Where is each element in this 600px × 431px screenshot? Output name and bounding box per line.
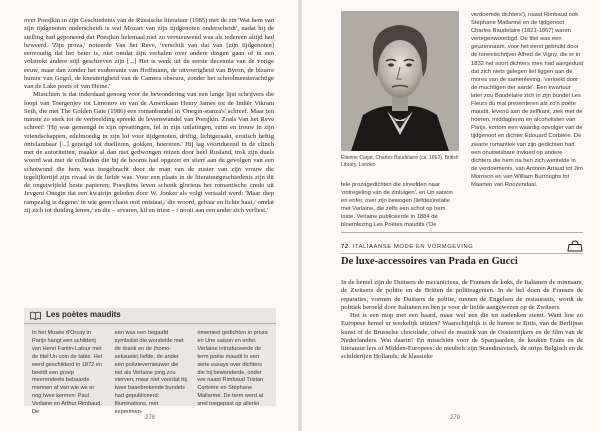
portrait-illustration xyxy=(341,11,459,151)
left-body-text xyxy=(24,17,274,215)
section-category: ITALIAANSE MODE EN VORMGEVING xyxy=(352,244,474,250)
right-page xyxy=(301,0,600,431)
section-title: De luxe-accessoires van Prada en Gucci xyxy=(341,256,518,267)
box-columns xyxy=(32,330,270,417)
box-title: Les poètes maudits xyxy=(46,310,121,319)
box-column: rimenteel gedichten in proza en Une saison en enfer. Verlaine introduceerde de term poète maudit in een serie essays over dichters die hij bewonderde, onder wie naast Rimbaud Tristan Corbière en Stéphane Mallarmé. De term werd al snel toegepast op allerlei xyxy=(197,330,268,408)
box-column: In het Musée d'Orsay in Parijs hangt een schilderij van Henri Fantin-Latour met de titel Un coin de table. Het werd geschilderd in 1872 en beeldt een groep meerendeels bebaarde mannen af van wie we er nog twee kennen: Paul Verlaine en Arthur Rimbaud. De xyxy=(32,330,103,416)
box-column: een was een begaafd symbolist die worstelde met de drank en de (homo-seksuele) liefde, de ander een poëzievernieuwer die net als Verlaine jong zou sterven, maar niet voordat hij twee baanbrekende bundels had gepubliceerd: Illuminations, met experimen- xyxy=(114,330,187,416)
divider xyxy=(341,232,583,233)
sidebar-box xyxy=(24,308,276,416)
left-page xyxy=(0,0,299,431)
book-icon xyxy=(30,311,41,320)
section-number: 72 xyxy=(341,244,349,250)
paragraph: Het is een mop met een baard, maar wel een die tot nadenken stemt. Want hoe zo Europese hemel er werkelijk uitzien? Waarschijnlijk is de humor te Brits, van de Berlijnse kunst of de Brusselse chocolade, ofwel de muziek van de Oostenrijkers en de film van de Nederlanders. Wat daarin? En misschien voor de Spanjaarden, de keuken Frans en de literatuur lers of Midden-Europees: de meubels zijn Scandinavisch, de strips Belgisch en de schilderijen Hollands; de klassieke xyxy=(341,312,583,361)
box-continued-text: tele prozagedichten die streefden naar 'ontregeling van de zintuigen', en Un saison en enfer, over zijn bewogen (liefdes)relatie met Verlaine, die zelfs een schot op hem loste. Verlaine publiceerde in 1884 de bloemlezing Les Poètes maudits ('De xyxy=(341,182,453,229)
section-label xyxy=(341,244,473,250)
handbag-icon xyxy=(567,240,583,252)
page-number: 279 xyxy=(450,415,461,421)
sidebar-continued-text: verdoemde dichters'), naast Rimbaud ook Stéphane Mallarmé en de tijdgenoot Charles Baudelaire (1821-1867) waren vertegenwoordigd. De titel was een geuzennaam, voor het eerst gebruikt door de toneelschrijver Alfred de Vigny, die er in 1832 het soort dichters mee had aangeduid dat zich niets gelegen liet liggen aan de mores van de samenleving, 'verloekt door de machtigen der aarde'. Een kwartuur later zou Baudelaire zich in zijn bundel Les Fleurs du mal presenteren als zo'n poète maudit, levend aan de zelfkant, ziek met de hoeren, middagleren en alcoholisten van Parijs, kortom een waardig opvolger van de tijdgenoot en dichter Édouard Corbière. De zwarte romantiek van zijn gedichten had een onuitwisbare invloed op andere dichters die hem na hen zich wentelde in de verdoemenis, van Antonin Artaud tot Jim Morrison en van William Burroughs tot Maarten van Roozendaal. xyxy=(471,12,583,188)
page-number: 278 xyxy=(145,415,156,421)
photo-caption: Étienne Carjat, Charles Baudelaire (ca. 1862), British Library, Londen xyxy=(341,155,459,168)
right-body-text xyxy=(341,279,583,362)
paragraph: over Poesjkin in zijn Geschiedenis van de Russische literatuur (1985) met de zin 'Wat hem van zijn tijdgenoten onderscheidt is wat Mozart van zijn tijdgenoten onderscheidt', nadat hij de stelling had geponeerd dat Poesjkin helemaal niet zo vernieuwend was als iedereen altijd had beweerd. 'Zijn proza,' noteerde Van het Reve, 'verschilt van dat van [zijn tijdgenoten] eenvoudig dat het beter is, niet omdat zijn verhalen over andere dingen gaan of in een volstrekt andere stijl geschreven zijn [...] Het is werk uit de eerste decennia van de vorige eeuw, maar dan zonder het exuberante van Hoffmann, de uitvoerigheid van Byron, de bizarre humor van Gogol, de kneuterigheid van de Camera obscura, zonder het schoolmeesterachtige van de Lake poets of van Heine.' xyxy=(24,17,274,90)
portrait-photo xyxy=(341,11,459,151)
paragraph: In de hemel zijn de Duitsers de mecaniciens, de Fransen de koks, de Italianen de minnaars, de Zwitsers de politie en de Britten de politieagenten. In de hel doen de Fransen de reparaties, vormen de Duitsers de politie, runnen de Engelsen de restaurants, wordt de politiek beroeld door Italianen en ben je voor de liefde aangewezen op de Zwitsers. xyxy=(341,279,583,311)
paragraph: Misschien is dat inderdaad genoeg voor de bewondering van een lange lijst schrijvers die loopt van Toergenjev tot Limonov en van de Amerikaan Henry James tot de Indiër Vikram Seth, die met The Golden Gate (1986) een romanbundel in 'Onegin-stanza's' schreef. Maar ten minste zo sterk tot de verbeelding spreekt de levenswandel van Poesjkin. Zoals Van het Reve schreef: 'Hij was gemengd in zijn opvattingen, fel in zijn uitlatingen, ruim en trouw in zijn vriendschappen, edelmoedig in zijn lof voor tijdgenoten, driftig, lichtgeraakt, erotisch heftig ontvlambaar [...] geneigd tot duelleren, gokken, hoereren.' Hij lag voortdurend in de clinch met de autoriteiten, maakte al dan niet gedwongen reizen door heel Rusland, trok zijn duels woord wat met de collieden die hij de hoorns had opgezet en stierf aan de gevolgen van een schotwond die hem was toegebracht door de man van de zuster van zijn vrouw die tegelijkertijd zijn rivaal in de liefde was. Voor een plaats in de literatuurgeschiedenis zijn dit de ongetwijfeld beste papieren; Poesjkins leven schonk glorieus het romantische credo uit Jevgeni Onegin dat een kwatrijn geleden door W. Jonker als volgt vertaald werd: 'Maar diep rampzalig is degene/ in wie geen chaos ooit ontstaat,/ die woord, gebaar en lichte haat,/ omdat zij zich tot duiding lenen,/ en die – ervaren, kil en triest – / nooit aan een ander zich verliest.' xyxy=(24,91,274,214)
divider xyxy=(341,253,583,254)
box-header xyxy=(24,308,276,324)
